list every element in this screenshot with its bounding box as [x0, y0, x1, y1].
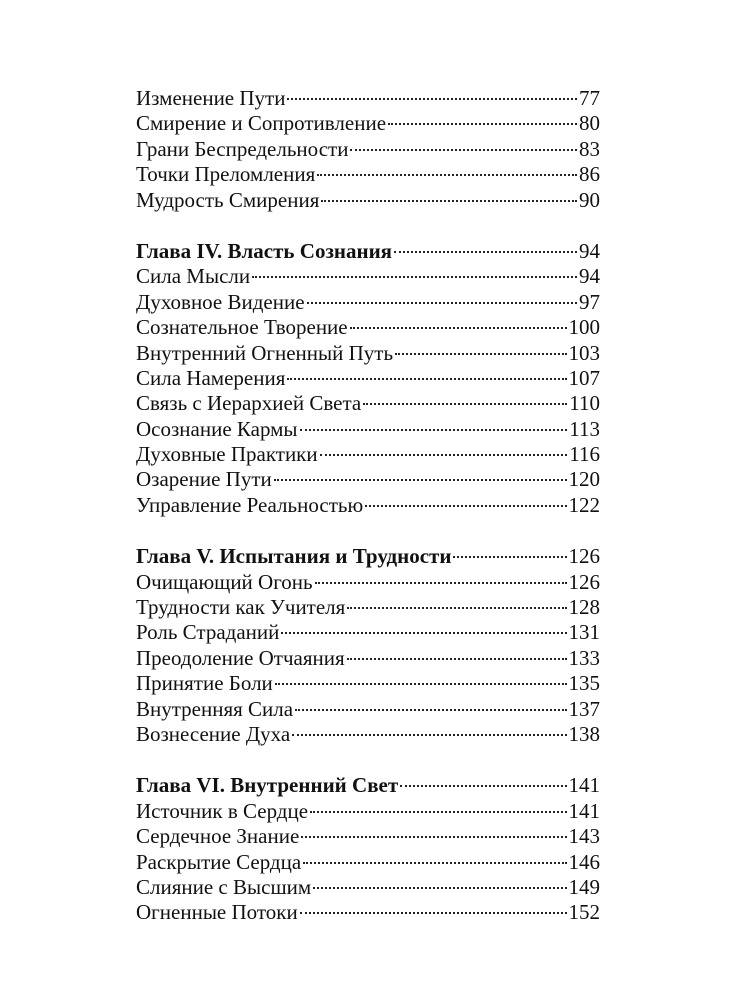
entry-title: Преодоление Отчаяния	[136, 645, 345, 670]
page-number: 116	[569, 442, 600, 467]
toc-entry	[136, 493, 600, 518]
dot-leader	[313, 887, 566, 889]
dot-leader	[287, 98, 577, 100]
page-number: 128	[568, 595, 600, 620]
page-number: 146	[568, 849, 600, 874]
page-number: 138	[568, 721, 600, 746]
toc-entry	[136, 824, 600, 849]
toc-entry	[136, 900, 600, 925]
toc-entry	[136, 875, 600, 900]
page-number: 149	[568, 874, 600, 899]
toc-entry	[136, 671, 600, 696]
page-number: 141	[568, 773, 600, 798]
page-number: 152	[568, 900, 600, 925]
entry-title: Духовное Видение	[136, 289, 305, 314]
toc-entry	[136, 264, 600, 289]
dot-leader	[317, 174, 577, 176]
page-number: 143	[568, 824, 600, 849]
chapter-title: Глава IV. Власть Сознания	[136, 238, 393, 263]
entry-title: Сознательное Творение	[136, 315, 348, 340]
page-number: 107	[568, 365, 600, 390]
entry-title: Управление Реальностью	[136, 492, 364, 517]
page-number: 94	[579, 264, 600, 289]
toc-entry	[136, 417, 600, 442]
entry-title: Слияние с Высшим	[136, 874, 312, 899]
page-number: 141	[568, 798, 600, 823]
dot-leader	[287, 378, 566, 380]
entry-title: Вознесение Духа	[136, 721, 291, 746]
dot-leader	[281, 632, 566, 634]
toc-entry	[136, 188, 600, 213]
entry-title: Осознание Кармы	[136, 416, 298, 441]
dot-leader	[301, 836, 566, 838]
entry-title: Озарение Пути	[136, 467, 272, 492]
entry-title: Раскрытие Сердца	[136, 849, 302, 874]
entry-title: Связь с Иерархией Света	[136, 391, 362, 416]
toc-entry	[136, 86, 600, 111]
page-number: 122	[568, 492, 600, 517]
page-number: 120	[568, 467, 600, 492]
entry-title: Роль Страданий	[136, 620, 280, 645]
chapter-heading	[136, 239, 600, 264]
dot-leader	[350, 327, 567, 329]
toc-entry	[136, 162, 600, 187]
toc-group	[136, 86, 600, 213]
dot-leader	[347, 658, 567, 660]
page-number: 80	[579, 111, 600, 136]
toc-entry	[136, 111, 600, 136]
toc-entry	[136, 315, 600, 340]
toc-group	[136, 544, 600, 747]
chapter-title: Глава VI. Внутренний Свет	[136, 773, 399, 798]
page-number: 110	[569, 391, 600, 416]
dot-leader	[310, 811, 566, 813]
entry-title: Изменение Пути	[136, 86, 286, 110]
entry-title: Сердечное Знание	[136, 824, 300, 849]
toc-entry	[136, 341, 600, 366]
toc-entry	[136, 570, 600, 595]
toc-entry	[136, 442, 600, 467]
dot-leader	[252, 276, 577, 278]
entry-title: Мудрость Смирения	[136, 187, 320, 212]
page-number: 133	[568, 645, 600, 670]
toc-entry	[136, 595, 600, 620]
page-number: 103	[568, 340, 600, 365]
toc-entry	[136, 391, 600, 416]
dot-leader	[320, 454, 568, 456]
toc-entry	[136, 467, 600, 492]
toc-entry	[136, 697, 600, 722]
entry-title: Сила Намерения	[136, 365, 286, 390]
table-of-contents	[0, 86, 750, 926]
toc-entry	[136, 799, 600, 824]
toc-entry	[136, 290, 600, 315]
page-number: 126	[568, 544, 600, 569]
page-number: 135	[568, 671, 600, 696]
toc-entry	[136, 850, 600, 875]
dot-leader	[400, 785, 566, 787]
page-number: 83	[579, 136, 600, 161]
entry-title: Принятие Боли	[136, 671, 273, 696]
entry-title: Грани Беспредельности	[136, 136, 349, 161]
dot-leader	[307, 302, 577, 304]
dot-leader	[388, 123, 577, 125]
entry-title: Сила Мысли	[136, 264, 251, 289]
page-number: 131	[568, 620, 600, 645]
dot-leader	[394, 251, 577, 253]
dot-leader	[275, 683, 567, 685]
toc-entry	[136, 137, 600, 162]
dot-leader	[453, 556, 566, 558]
dot-leader	[300, 912, 567, 914]
dot-leader	[315, 582, 567, 584]
toc-entry	[136, 620, 600, 645]
page-number: 94	[579, 238, 600, 263]
chapter-heading	[136, 544, 600, 569]
page-number: 113	[569, 416, 600, 441]
page-number: 100	[568, 315, 600, 340]
dot-leader	[303, 862, 566, 864]
entry-title: Огненные Потоки	[136, 900, 298, 925]
dot-leader	[300, 429, 568, 431]
dot-leader	[295, 709, 566, 711]
entry-title: Очищающий Огонь	[136, 569, 313, 594]
toc-entry	[136, 366, 600, 391]
dot-leader	[347, 607, 566, 609]
entry-title: Внутренняя Сила	[136, 696, 294, 721]
dot-leader	[363, 403, 567, 405]
entry-title: Трудности как Учителя	[136, 595, 346, 620]
toc-group	[136, 239, 600, 518]
page-number: 126	[568, 569, 600, 594]
toc-entry	[136, 722, 600, 747]
dot-leader	[274, 479, 567, 481]
dot-leader	[365, 505, 566, 507]
entry-title: Источник в Сердце	[136, 798, 309, 823]
dot-leader	[395, 353, 566, 355]
entry-title: Точки Преломления	[136, 162, 316, 187]
page-number: 86	[579, 162, 600, 187]
entry-title: Внутренний Огненный Путь	[136, 340, 394, 365]
dot-leader	[292, 734, 566, 736]
entry-title: Духовные Практики	[136, 442, 318, 467]
page-number: 77	[579, 86, 600, 110]
toc-group	[136, 773, 600, 925]
chapter-title: Глава V. Испытания и Трудности	[136, 544, 452, 569]
page-number: 90	[579, 187, 600, 212]
dot-leader	[350, 149, 577, 151]
dot-leader	[321, 200, 577, 202]
page-number: 137	[568, 696, 600, 721]
toc-entry	[136, 646, 600, 671]
page-number: 97	[579, 289, 600, 314]
entry-title: Смирение и Сопротивление	[136, 111, 387, 136]
chapter-heading	[136, 773, 600, 798]
